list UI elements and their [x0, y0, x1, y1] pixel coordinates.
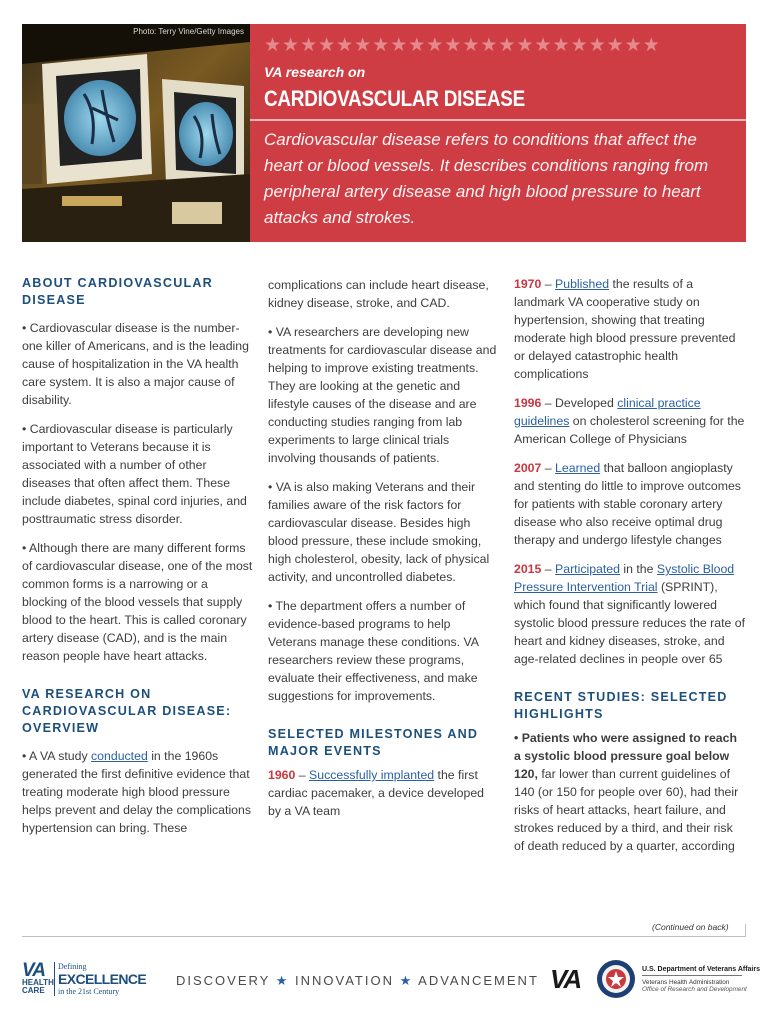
overview-text-pre: • A VA study	[22, 749, 92, 763]
va-mark: VA	[22, 960, 45, 981]
text-2007: that balloon angioplasty and stenting do little to improve outcomes for patients with stable coronary artery disease who also receive optimal drug therapy and undergo lifestyle changes	[514, 461, 741, 547]
complications-paragraph: complications can include heart disease, kidney disease, stroke, and CAD.	[268, 278, 489, 310]
defining-label: Defining	[58, 962, 87, 971]
ord-name: Office of Research and Development	[642, 985, 747, 993]
banner-kicker: VA research on	[264, 64, 366, 80]
dept-info	[642, 966, 760, 993]
dash-1960: –	[295, 768, 310, 782]
column-2	[268, 276, 500, 831]
recent-study-paragraph	[514, 729, 746, 855]
text-1996: on cholesterol screening for the American College of Physicians	[514, 414, 745, 446]
text-1960: the first cardiac pacemaker, a device developed by a VA team	[268, 768, 485, 818]
overview-paragraph	[22, 747, 254, 837]
about-paragraph-1: • Cardiovascular disease is the number-one killer of Americans, and is the leading cause of hospitalization in the VA health care system. It is also a major cause of disability.	[22, 321, 249, 407]
sprint-link[interactable]: Systolic Blood Pressure Intervention Trial	[514, 562, 735, 594]
risk-factors-paragraph: • VA is also making Veterans and their families aware of the risk factors for cardiovascular disease. Besides high blood pressure, these include smoking, high cholesterol, obesity, lack of physical activity, and uncontrolled diabetes.	[268, 480, 490, 584]
programs-paragraph: • The department offers a number of evidence-based programs to help Veterans manage these conditions. VA researchers review these programs, evaluate their effectiveness, and make suggestions for improvements.	[268, 599, 479, 703]
title-banner	[250, 24, 746, 242]
pre-1996: – Developed	[541, 396, 618, 410]
year-1996: 1996	[514, 396, 542, 410]
va-seal-icon	[596, 959, 636, 999]
milestone-2015: 2015 – Participated in the Systolic Blood Pressure Intervention Trial (SPRINT), which found that significantly lowered systolic blood pressure reduces the rate of heart and kidney diseases, stroke, and age-related declines in people over 65	[514, 562, 746, 666]
implanted-link[interactable]: Successfully implanted	[309, 768, 435, 782]
tagline	[176, 973, 539, 989]
tagline-innovation: INNOVATION	[295, 973, 394, 988]
footer-divider	[22, 936, 746, 937]
photo-credit: Photo: Terry Vine/Getty Images	[133, 27, 244, 36]
monitor-image-icon	[22, 24, 250, 242]
year-2007: 2007	[514, 461, 542, 475]
treatments-paragraph: • VA researchers are developing new treatments for cardiovascular disease and helping to improve existing treatments. They are looking at the genetic and lifestyle causes of the disease and are conducting studies ranging from lab experiments to large clinical trials involving thousands of patients.	[268, 325, 497, 465]
year-1970: 1970	[514, 277, 542, 291]
header-photo	[22, 24, 250, 242]
star-icon: ★	[275, 973, 290, 988]
overview-text-post: in the 1960s generated the first definitive evidence that treating moderate high blood pressure helps prevent and delay the complications hypertension can bring. These	[22, 749, 251, 835]
va-health-care-logo	[22, 960, 147, 998]
dept-name: U.S. Department of Veterans Affairs	[642, 966, 760, 973]
page-title: CARDIOVASCULAR DISEASE	[264, 86, 525, 111]
text-2015: (SPRINT), which found that significantly lowered systolic blood pressure reduces the rate of heart and kidney diseases, stroke, and age-related declines in people over 65	[514, 580, 746, 666]
intro-text: Cardiovascular disease refers to conditions that affect the heart or blood vessels. It describes conditions ranging from peripheral artery disease and high blood pressure to heart attacks and strokes.	[264, 130, 709, 227]
star-icon: ★	[399, 973, 414, 988]
footer-tick	[745, 924, 746, 936]
about-paragraph-3: • Although there are many different forms of cardiovascular disease, one of the most common forms is a narrowing or a blocking of the blood vessels that supply blood to the heart. This is called coronary artery disease (CAD), and is the main reason people have heart attacks.	[22, 541, 253, 663]
star-row-icon: ★★★★★★★★★★★★★★★★★★★★★★	[264, 34, 661, 56]
banner-divider	[250, 119, 746, 121]
year-2015: 2015	[514, 562, 542, 576]
milestone-1970: 1970 – Published the results of a landmark VA cooperative study on hypertension, showing that treating moderate high blood pressure prevented or delayed catastrophic health complications	[514, 277, 736, 381]
recent-study-bold: • Patients who were assigned to reach a systolic blood pressure goal below 120,	[514, 731, 737, 781]
year-1960: 1960	[268, 768, 296, 782]
milestones-heading: SELECTED MILESTONES AND MAJOR EVENTS	[268, 727, 479, 758]
about-paragraph-2: • Cardiovascular disease is particularly important to Veterans because it is associated with a number of other diseases that often affect them. These include diabetes, spinal cord injuries, and posttraumatic stress disorder.	[22, 422, 247, 526]
excellence-label: EXCELLENCE	[58, 971, 147, 987]
continued-note: (Continued on back)	[652, 922, 729, 932]
recent-study-text: far lower than current guidelines of 140 (or 150 for people over 60), had their risks of heart attacks, heart failure, and strokes reduced by a third, and their risk of death reduced by a quarter, according	[514, 767, 739, 853]
dept-rule	[642, 975, 742, 976]
column-3	[514, 275, 746, 866]
health-care-label: HEALTH CARE	[22, 978, 54, 995]
tagline-discovery: DISCOVERY	[176, 973, 271, 988]
recent-studies-heading: RECENT STUDIES: SELECTED HIGHLIGHTS	[514, 690, 728, 721]
participated-link[interactable]: Participated	[555, 562, 620, 576]
milestone-2007: 2007 – Learned that balloon angioplasty and stenting do little to improve outcomes for patients with stable coronary artery disease who also receive optimal drug therapy and undergo lifestyle changes	[514, 461, 741, 547]
overview-heading: VA RESEARCH ON CARDIOVASCULAR DISEASE: OVERVIEW	[22, 687, 232, 735]
guidelines-link[interactable]: clinical practice guidelines	[514, 396, 701, 428]
text-1970: the results of a landmark VA cooperative study on hypertension, showing that treating moderate high blood pressure prevented or delayed catastrophic health complications	[514, 277, 736, 381]
column-1	[22, 275, 254, 848]
learned-link[interactable]: Learned	[555, 461, 601, 475]
logo-divider	[54, 962, 55, 996]
tagline-advancement: ADVANCEMENT	[418, 973, 539, 988]
century-label: in the 21st Century	[58, 987, 120, 996]
mid-2015: in the	[619, 562, 657, 576]
conducted-link[interactable]: conducted	[91, 749, 148, 763]
milestone-1996	[514, 394, 746, 448]
about-heading: ABOUT CARDIOVASCULAR DISEASE	[22, 276, 213, 307]
published-link[interactable]: Published	[555, 277, 610, 291]
milestone-1960	[268, 766, 500, 820]
va-logo: VA	[550, 964, 581, 994]
vha-name: Veterans Health Administration	[642, 978, 730, 986]
